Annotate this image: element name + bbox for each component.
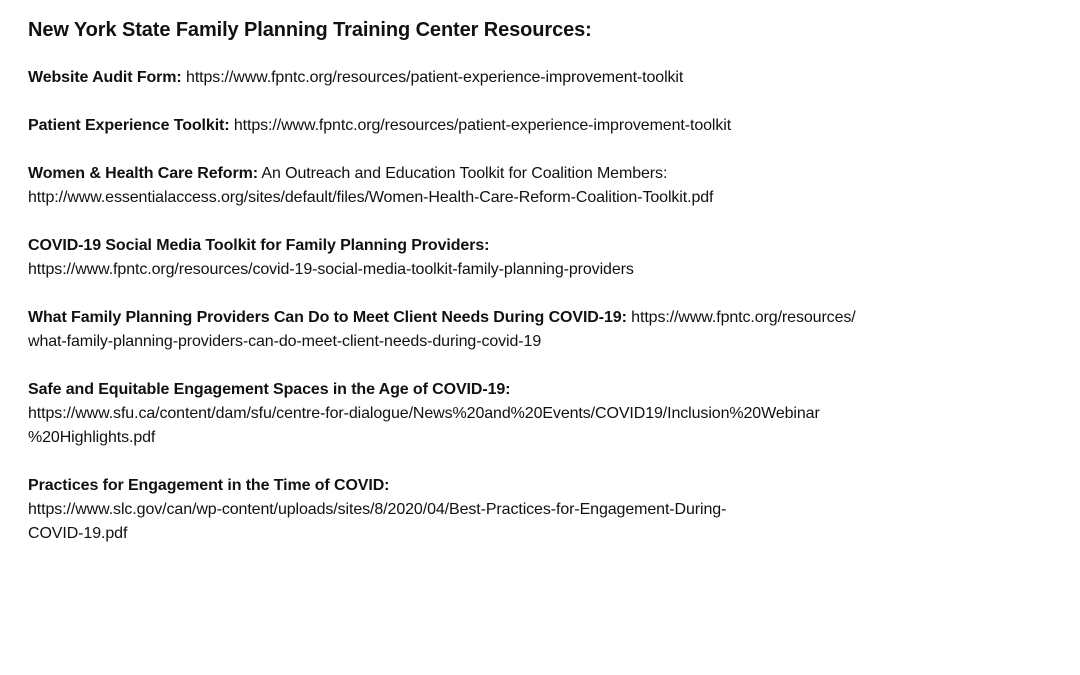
resource-label: Patient Experience Toolkit: (28, 117, 230, 134)
resource-label: What Family Planning Providers Can Do to Meet Client Needs During COVID-19: (28, 309, 627, 326)
resource-entry-women-health-care-reform (28, 162, 1048, 210)
resource-link-part2[interactable]: %20Highlights.pdf (28, 429, 156, 446)
resource-label: Practices for Engagement in the Time of COVID: (28, 477, 390, 494)
resource-link-part2[interactable]: COVID-19.pdf (28, 525, 128, 542)
document-page (28, 16, 1048, 570)
resource-label: COVID-19 Social Media Toolkit for Family Planning Providers: (28, 237, 490, 254)
resource-entry-family-planning-providers-covid (28, 306, 1048, 354)
resource-link[interactable]: https://www.fpntc.org/resources/patient-experience-improvement-toolkit (186, 69, 684, 86)
resource-label: Safe and Equitable Engagement Spaces in the Age of COVID-19: (28, 381, 511, 398)
resource-entry-covid-social-media-toolkit (28, 234, 1048, 282)
resource-link[interactable]: https://www.fpntc.org/resources/covid-19-social-media-toolkit-family-planning-providers (28, 261, 634, 278)
resource-link-part1[interactable]: https://www.fpntc.org/resources/ (631, 309, 856, 326)
resource-link-part1[interactable]: https://www.slc.gov/can/wp-content/uploads/sites/8/2020/04/Best-Practices-for-Engagement-During- (28, 501, 727, 518)
resource-label: Women & Health Care Reform: (28, 165, 258, 182)
resource-label: Website Audit Form: (28, 69, 182, 86)
resource-entry-practices-for-engagement (28, 474, 1048, 546)
page-title: New York State Family Planning Training Center Resources: (28, 19, 592, 41)
resource-entry-safe-engagement-spaces (28, 378, 1048, 450)
resource-description: An Outreach and Education Toolkit for Coalition Members: (261, 165, 668, 182)
resource-link-part1[interactable]: https://www.sfu.ca/content/dam/sfu/centre-for-dialogue/News%20and%20Events/COVID19/Inclusion%20Webinar (28, 405, 820, 422)
resource-entry-website-audit-form (28, 66, 1048, 90)
resource-link[interactable]: https://www.fpntc.org/resources/patient-experience-improvement-toolkit (233, 117, 732, 134)
resource-link-part2[interactable]: what-family-planning-providers-can-do-meet-client-needs-during-covid-19 (28, 333, 542, 350)
resource-entry-patient-experience-toolkit (28, 114, 1048, 138)
resource-link[interactable]: http://www.essentialaccess.org/sites/default/files/Women-Health-Care-Reform-Coalition-Toolkit.pdf (28, 189, 714, 206)
